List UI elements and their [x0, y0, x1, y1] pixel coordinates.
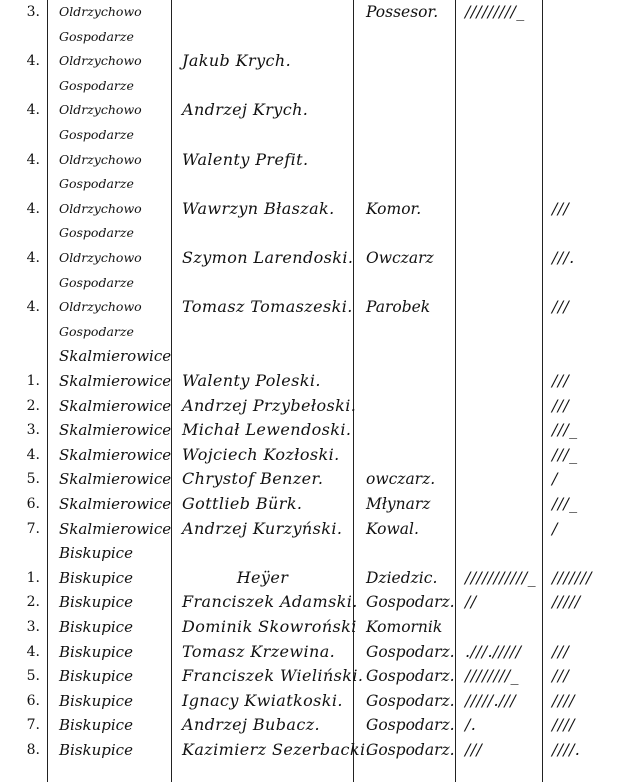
tally-mark-cell	[552, 172, 616, 197]
tally-mark-cell: /	[552, 469, 558, 489]
table-row	[0, 344, 618, 369]
row-number: 4.	[26, 299, 40, 316]
table-row	[0, 98, 618, 123]
row-number: 3.	[26, 4, 40, 20]
tally-mark-cell	[465, 344, 543, 369]
tally-mark-cell	[552, 221, 616, 246]
row-number: 6.	[26, 692, 40, 709]
village-cell: Oldrzychowo	[59, 4, 142, 19]
occupation-cell: Possesor.	[366, 3, 439, 21]
tally-mark-cell	[465, 443, 543, 468]
tally-mark-cell: ///	[552, 666, 570, 686]
row-number: 3.	[26, 619, 40, 635]
row-number: 4.	[26, 643, 40, 660]
tally-mark-cell	[465, 271, 543, 296]
tally-mark-cell: .///./////	[465, 641, 522, 661]
person-name-cell	[182, 123, 352, 148]
village-cell: Skalmierowice	[59, 347, 172, 366]
tally-mark-cell	[552, 74, 616, 99]
occupation-cell	[366, 443, 454, 468]
person-name-cell: Walenty Poleski.	[182, 371, 321, 390]
village-cell: Oldrzychowo	[59, 151, 142, 167]
person-name-cell: Dominik Skowroński	[182, 617, 357, 636]
person-name-cell: Franciszek Adamski.	[182, 592, 358, 612]
village-cell: Gospodarze	[59, 176, 134, 192]
person-name-cell: Tomasz Krzewina.	[182, 641, 336, 661]
village-cell: Skalmierowice	[59, 396, 172, 415]
row-number: 4.	[26, 446, 40, 463]
tally-mark-cell: /.	[465, 715, 477, 735]
table-row	[0, 689, 618, 714]
village-cell: Gospodarze	[59, 127, 134, 142]
row-number: 8.	[26, 742, 40, 758]
tally-mark-cell	[465, 467, 543, 492]
village-cell: Biskupice	[59, 593, 133, 612]
village-cell: Gospodarze	[59, 225, 134, 241]
tally-mark-cell	[552, 25, 616, 50]
occupation-cell	[366, 320, 454, 345]
tally-mark-cell	[552, 271, 616, 296]
village-cell: Oldrzychowo	[59, 250, 142, 265]
table-row	[0, 295, 618, 320]
occupation-cell: Młynarz	[366, 495, 431, 513]
village-cell: Biskupice	[59, 691, 133, 710]
table-row	[0, 221, 618, 246]
table-row	[0, 664, 618, 689]
person-name-cell: Szymon Larendoski.	[182, 248, 354, 267]
person-name-cell	[182, 74, 352, 99]
row-number: 5.	[26, 668, 40, 685]
tally-mark-cell: /////////_	[465, 2, 525, 21]
table-row	[0, 615, 618, 640]
row-number	[10, 74, 40, 99]
person-name-cell: Tomasz Tomaszeski.	[182, 297, 353, 317]
village-cell: Gospodarze	[59, 28, 134, 44]
row-number: 3.	[26, 422, 40, 439]
row-number: 4.	[26, 151, 40, 168]
village-cell: Oldrzychowo	[59, 200, 142, 216]
tally-mark-cell	[465, 320, 543, 345]
occupation-cell	[366, 172, 454, 197]
row-number	[10, 172, 40, 197]
person-name-cell: Franciszek Wieliński.	[182, 666, 364, 686]
row-number	[10, 320, 40, 345]
tally-mark-cell: ///_	[552, 444, 578, 464]
occupation-cell	[366, 98, 454, 123]
occupation-cell	[366, 344, 454, 369]
row-number: 1.	[26, 569, 40, 586]
tally-mark-cell: ///	[552, 297, 570, 317]
occupation-cell	[366, 74, 454, 99]
person-name-cell: Chrystof Benzer.	[182, 469, 324, 489]
tally-mark-cell	[552, 123, 616, 148]
village-cell: Oldrzychowo	[59, 102, 142, 118]
tally-mark-cell	[552, 49, 616, 74]
tally-mark-cell	[465, 98, 543, 123]
person-name-cell: Wojciech Kozłoski.	[182, 444, 340, 464]
tally-mark-cell: ///	[465, 740, 483, 759]
occupation-cell: Komornik	[366, 618, 443, 636]
person-name-cell	[182, 25, 352, 50]
occupation-cell	[366, 123, 454, 148]
row-number: 2.	[26, 594, 40, 611]
person-name-cell: Walenty Prefit.	[182, 149, 309, 169]
person-name-cell: Wawrzyn Błaszak.	[182, 198, 335, 218]
person-name-cell: Kazimierz Sezerbacki.	[182, 740, 371, 759]
person-name-cell: Andrzej Krych.	[182, 100, 309, 120]
tally-mark-cell	[552, 344, 616, 369]
tally-mark-cell	[465, 615, 543, 640]
occupation-cell	[366, 148, 454, 173]
person-name-cell: Andrzej Bubacz.	[182, 715, 321, 735]
village-cell: Gospodarze	[59, 77, 134, 93]
table-row	[0, 443, 618, 468]
occupation-cell	[366, 418, 454, 443]
tally-mark-cell	[552, 541, 616, 566]
tally-mark-cell	[465, 541, 543, 566]
occupation-cell: Gospodarz.	[366, 716, 455, 735]
occupation-cell: Gospodarz.	[366, 741, 455, 759]
table-row	[0, 566, 618, 591]
tally-mark-cell	[465, 49, 543, 74]
occupation-cell	[366, 271, 454, 296]
tally-mark-cell	[465, 148, 543, 173]
row-number: 4.	[26, 53, 40, 70]
row-number: 5.	[26, 471, 40, 488]
tally-mark-cell	[465, 25, 543, 50]
village-cell: Skalmierowice	[59, 519, 172, 538]
village-cell: Biskupice	[59, 618, 133, 636]
tally-mark-cell: ////////_	[465, 666, 519, 686]
person-name-cell: Jakub Krych.	[182, 51, 292, 71]
row-number	[10, 221, 40, 246]
tally-mark-cell	[465, 394, 543, 419]
tally-mark-cell	[552, 148, 616, 173]
person-name-cell	[182, 344, 352, 369]
person-name-cell	[182, 541, 352, 566]
tally-mark-cell: ///////////_	[465, 567, 536, 587]
tally-mark-cell	[465, 246, 543, 271]
table-row	[0, 517, 618, 542]
table-row	[0, 369, 618, 394]
occupation-cell	[366, 369, 454, 394]
occupation-cell	[366, 49, 454, 74]
village-cell: Biskupice	[59, 716, 133, 735]
table-row	[0, 541, 618, 566]
table-row	[0, 640, 618, 665]
village-cell: Skalmierowice	[59, 470, 172, 489]
tally-mark-cell: ///_	[552, 420, 578, 440]
village-cell: Gospodarze	[59, 323, 134, 339]
occupation-cell: Gospodarz.	[366, 593, 455, 612]
table-row	[0, 172, 618, 197]
village-cell: Biskupice	[59, 741, 133, 759]
row-number: 7.	[26, 520, 40, 537]
village-cell: Skalmierowice	[59, 372, 172, 390]
row-number	[10, 25, 40, 50]
table-row	[0, 123, 618, 148]
village-cell: Biskupice	[59, 544, 133, 563]
occupation-cell: owczarz.	[366, 470, 436, 489]
village-cell: Biskupice	[59, 667, 133, 686]
tally-mark-cell: ///	[552, 641, 570, 661]
table-row	[0, 467, 618, 492]
village-cell: Skalmierowice	[59, 445, 172, 464]
person-name-cell: Michał Lewendoski.	[182, 420, 352, 440]
person-name-cell	[182, 271, 352, 296]
tally-mark-cell: //	[465, 592, 477, 612]
occupation-cell	[366, 541, 454, 566]
occupation-cell: Gospodarz.	[366, 667, 455, 686]
tally-mark-cell	[465, 172, 543, 197]
tally-mark-cell	[465, 74, 543, 99]
occupation-cell: Parobek	[366, 298, 431, 317]
row-number: 7.	[26, 717, 40, 734]
table-row	[0, 418, 618, 443]
tally-mark-cell: ////.	[552, 740, 581, 759]
person-name-cell: Heÿer	[236, 567, 289, 587]
table-row	[0, 320, 618, 345]
row-number: 4.	[26, 200, 40, 217]
table-row	[0, 197, 618, 222]
tally-mark-cell	[465, 369, 543, 394]
tally-mark-cell	[465, 517, 543, 542]
table-row	[0, 49, 618, 74]
occupation-cell	[366, 221, 454, 246]
table-row	[0, 148, 618, 173]
person-name-cell: Gottlieb Bürk.	[182, 494, 303, 513]
village-cell: Gospodarze	[59, 274, 134, 290]
village-cell: Biskupice	[59, 642, 133, 661]
tally-mark-cell	[465, 123, 543, 148]
tally-mark-cell: /	[552, 518, 558, 538]
tally-mark-cell: ///_	[552, 494, 578, 513]
table-row	[0, 271, 618, 296]
occupation-cell	[366, 25, 454, 50]
village-cell: Skalmierowice	[59, 421, 172, 440]
tally-mark-cell: ///	[552, 371, 570, 390]
row-number	[10, 271, 40, 296]
tally-mark-cell	[465, 295, 543, 320]
tally-mark-cell	[552, 0, 616, 25]
row-number	[10, 344, 40, 369]
occupation-cell: Dziedzic.	[366, 568, 438, 587]
row-number: 6.	[26, 496, 40, 512]
occupation-cell: Gospodarz.	[366, 691, 455, 710]
occupation-cell: Gospodarz.	[366, 642, 455, 661]
row-number: 4.	[26, 102, 40, 119]
occupation-cell: Kowal.	[366, 519, 419, 538]
table-row	[0, 0, 618, 25]
row-number: 1.	[26, 373, 40, 389]
table-row	[0, 246, 618, 271]
person-name-cell	[182, 221, 352, 246]
table-row	[0, 492, 618, 517]
tally-mark-cell	[552, 615, 616, 640]
row-number: 4.	[26, 250, 40, 266]
tally-mark-cell	[465, 492, 543, 517]
person-name-cell	[182, 320, 352, 345]
person-name-cell: Ignacy Kwiatkoski.	[182, 690, 343, 710]
tally-mark-cell: ///.	[552, 248, 575, 267]
village-cell: Oldrzychowo	[59, 53, 142, 69]
table-row	[0, 74, 618, 99]
tally-mark-cell	[465, 197, 543, 222]
village-cell: Oldrzychowo	[59, 299, 142, 315]
tally-mark-cell: ///////	[552, 567, 592, 587]
tally-mark-cell: /////.///	[465, 690, 516, 710]
village-cell: Biskupice	[59, 568, 133, 587]
tally-mark-cell: ///	[552, 395, 570, 415]
tally-mark-cell	[465, 221, 543, 246]
row-number: 2.	[26, 397, 40, 414]
table-row	[0, 713, 618, 738]
tally-mark-cell	[465, 418, 543, 443]
occupation-cell	[366, 394, 454, 419]
table-row	[0, 25, 618, 50]
table-row	[0, 738, 618, 763]
person-name-cell: Andrzej Przybełoski.	[182, 395, 357, 415]
table-row	[0, 394, 618, 419]
tally-mark-cell: /////	[552, 592, 581, 612]
tally-mark-cell	[552, 98, 616, 123]
tally-mark-cell: ////	[552, 715, 575, 735]
person-name-cell	[182, 172, 352, 197]
village-cell: Skalmierowice	[59, 495, 172, 513]
occupation-cell: Owczarz	[366, 249, 434, 267]
tally-mark-cell: ////	[552, 690, 575, 710]
occupation-cell: Komor.	[366, 199, 422, 218]
tally-mark-cell	[552, 320, 616, 345]
row-number	[10, 541, 40, 566]
tally-mark-cell: ///	[552, 198, 570, 218]
person-name-cell	[182, 0, 352, 25]
person-name-cell: Andrzej Kurzyński.	[182, 518, 343, 538]
table-row	[0, 590, 618, 615]
row-number	[10, 123, 40, 148]
